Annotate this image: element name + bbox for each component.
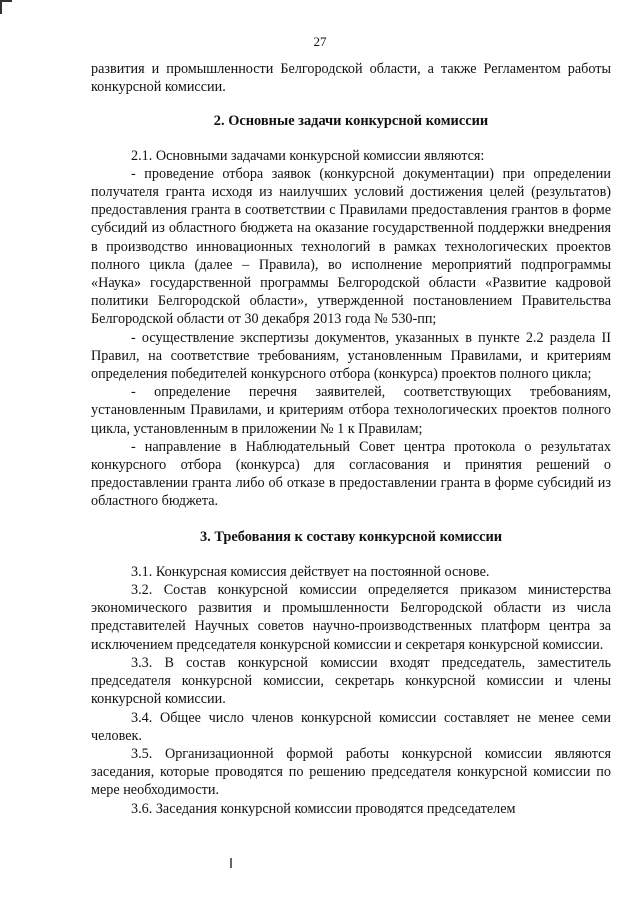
scan-artifact-mark [230,858,232,868]
section-2-item: - направление в Наблюдательный Совет центра протокола о результатах конкурсного отбора (конкурса) для согласования и принятия решений о предоставлении гранта либо об отказе в предоставлении гранта в форме субсидий из областного бюджета. [91,438,611,510]
section-2-lead: 2.1. Основными задачами конкурсной комиссии являются: [131,147,485,164]
section-3-paragraph: 3.3. В состав конкурсной комиссии входят председатель, заместитель председателя конкурсной комиссии, секретарь конкурсной комиссии и члены конкурсной комиссии. [91,654,611,708]
scan-corner-mark [0,0,12,14]
section-3-paragraph: 3.4. Общее число членов конкурсной комиссии составляет не менее семи человек. [91,709,611,744]
section-3-paragraph: 3.6. Заседания конкурсной комиссии проводятся председателем [131,800,516,817]
intro-continuation: развития и промышленности Белгородской области, а также Регламентом работы конкурсной комиссии. [91,61,611,96]
section-3-paragraph: 3.2. Состав конкурсной комиссии определяется приказом министерства экономического развития и промышленности Белгородской области из числа представителей Научных советов научно-производственных платформ центра за исключением председателя конкурсной комиссии и секретаря конкурсной комиссии. [91,582,611,653]
section-2-item: - определение перечня заявителей, соответствующих требованиям, установленным Правилами, и критериям отбора технологических проектов полного цикла, установленным в приложении № 1 к Правилам; [91,384,611,437]
document-body [91,60,611,818]
page-number: 27 [313,34,327,49]
section-3-heading: 3. Требования к составу конкурсной комиссии [199,528,503,545]
section-2-heading: 2. Основные задачи конкурсной комиссии [213,113,489,130]
section-2-item: - осуществление экспертизы документов, указанных в пункте 2.2 раздела II Правил, на соответствие требованиям, установленным Правилами, и критериям определения победителей конкурсного отбора (конкурса) проектов полного цикла; [91,329,611,383]
section-2-item: - проведение отбора заявок (конкурсной документации) при определении получателя гранта исходя из наилучших условий достижения целей (результатов) предоставления гранта в соответствии с Правилами предоставления грантов в форме субсидий из областного бюджета на оказание государственной поддержки внедрения в производство инновационных технологий в рамках технологических проектов полного цикла (далее – Правила), во исполнение мероприятий подпрограммы «Наука» государственной программы Белгородской области «Развитие кадровой политики Белгородской области», утвержденной постановлением Правительства Белгородской области от 30 декабря 2013 года № 530-пп; [91,165,611,328]
section-3-paragraph: 3.5. Организационной формой работы конкурсной комиссии являются заседания, которые проводятся по решению председателя конкурсной комиссии по мере необходимости. [91,745,611,799]
section-3-paragraph: 3.1. Конкурсная комиссия действует на постоянной основе. [131,563,490,580]
